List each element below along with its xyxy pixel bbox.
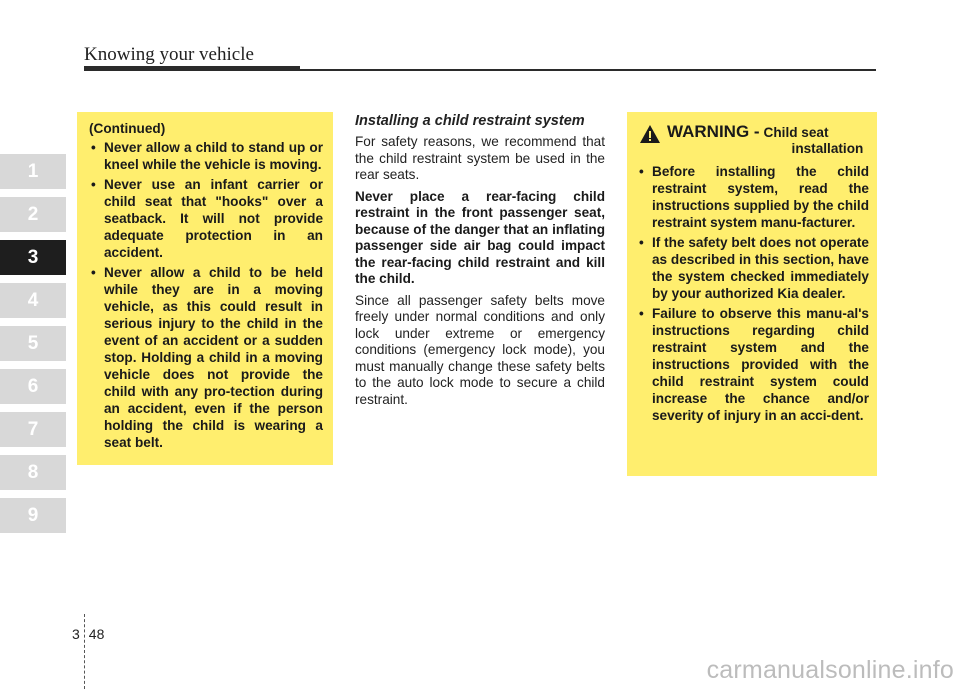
continued-caution-box xyxy=(77,112,333,465)
section-title: Installing a child restraint system xyxy=(355,113,585,129)
list-item: • Before installing the child restraint system, read the instructions supplied by the child restraint system manu-facturer. xyxy=(637,163,869,231)
warning-triangle-icon xyxy=(639,124,661,144)
header-rule-thick xyxy=(84,66,300,71)
chapter-tab-8[interactable]: 8 xyxy=(0,455,66,490)
list-item: • Never allow a child to be held while they are in a moving vehicle, as this could result in serious injury to the child in the event of an accident or a sudden stop. Holding a child in a moving vehicle does not provide the child with any pro-tection during an accident, even if the person holding the child is wearing a seat belt. xyxy=(89,264,323,451)
warning-topic-line2: installation xyxy=(791,141,864,156)
warning-topic-line1: Child seat xyxy=(763,125,829,140)
continued-heading: (Continued) xyxy=(89,121,166,136)
page-chapter: 3 xyxy=(72,626,80,642)
watermark: carmanualsonline.info xyxy=(706,656,954,684)
list-item: • Failure to observe this manu-al's instructions regarding child restraint system and the instructions provided with the child restraint system could increase the chance and/or severity of injury in an acci-dent. xyxy=(637,305,869,424)
chapter-tab-2[interactable]: 2 xyxy=(0,197,66,232)
warning-label: WARNING - xyxy=(667,122,760,141)
page-num: 48 xyxy=(88,626,105,642)
list-item: • If the safety belt does not operate as described in this section, have the system checked immediately by your authorized Kia dealer. xyxy=(637,234,869,302)
page-number xyxy=(72,626,104,642)
chapter-tab-4[interactable]: 4 xyxy=(0,283,66,318)
chapter-tab-7[interactable]: 7 xyxy=(0,412,66,447)
continued-list xyxy=(89,139,323,451)
paragraph: For safety reasons, we recommend that the child restraint system be used in the rear seats. xyxy=(355,134,605,182)
chapter-tab-5[interactable]: 5 xyxy=(0,326,66,361)
list-item: • Never use an infant carrier or child seat that "hooks" over a seatback. It will not provide adequate protection in an accident. xyxy=(89,176,323,261)
main-text-column xyxy=(355,112,605,413)
paragraph-warning: Never place a rear-facing child restraint in the front passenger seat, because of the danger that an inflating passenger side air bag could impact the rear-facing child restraint and kill the child. xyxy=(355,188,605,286)
header-title: Knowing your vehicle xyxy=(84,44,254,65)
chapter-tab-1[interactable]: 1 xyxy=(0,154,66,189)
list-item: • Never allow a child to stand up or kneel while the vehicle is moving. xyxy=(89,139,323,173)
warning-header xyxy=(637,122,869,157)
chapter-tab-6[interactable]: 6 xyxy=(0,369,66,404)
chapter-tab-3[interactable]: 3 xyxy=(0,240,66,275)
warning-list xyxy=(637,163,869,424)
chapter-tab-9[interactable]: 9 xyxy=(0,498,66,533)
warning-topic xyxy=(764,125,864,157)
warning-box xyxy=(627,112,877,476)
paragraph: Since all passenger safety belts move freely under normal conditions and only lock under extreme or emergency conditions (emergency lock mode), you must manually change these safety belts to the auto lock mode to secure a child restraint. xyxy=(355,292,605,407)
header-rule-thin xyxy=(300,69,876,71)
chapter-tabs xyxy=(0,154,66,541)
